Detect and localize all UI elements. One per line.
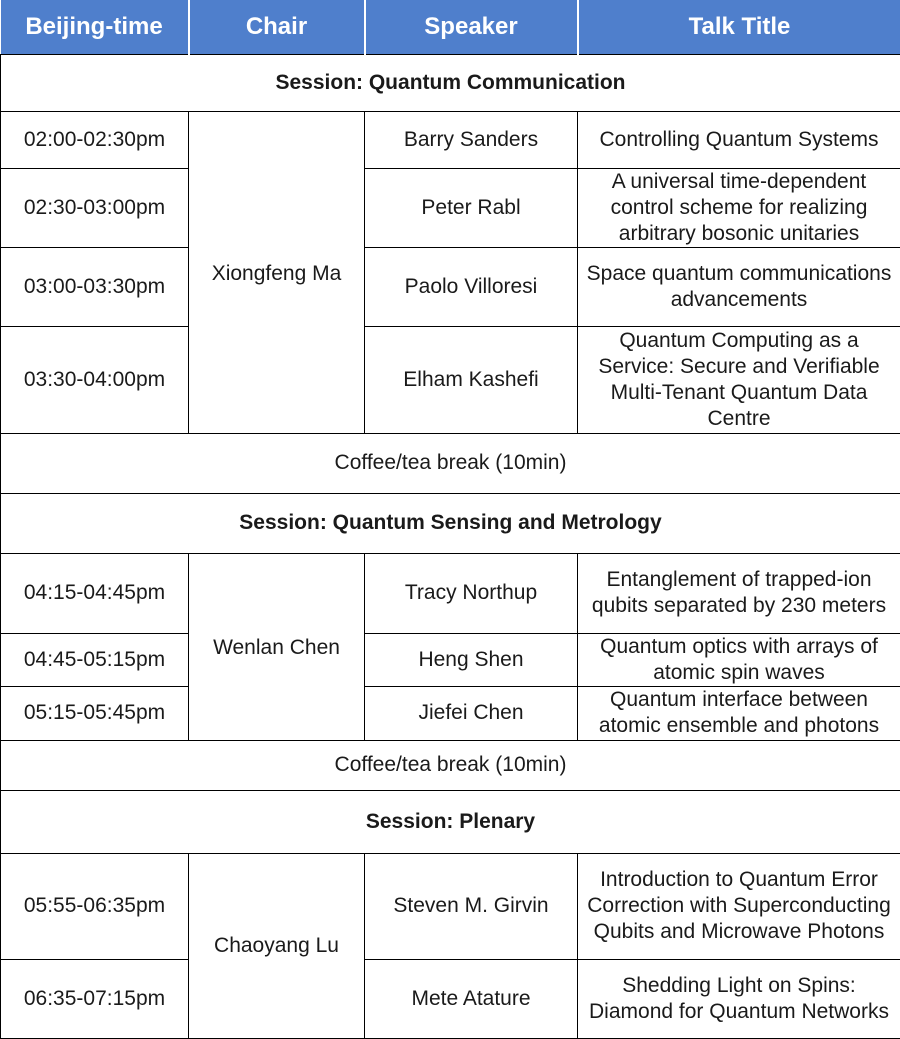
talk-title-cell: Controlling Quantum Systems	[578, 111, 900, 168]
session-title: Session: Plenary	[1, 790, 900, 853]
speaker-cell: Elham Kashefi	[365, 326, 578, 433]
talk-title-cell: Entanglement of trapped-ion qubits separated by 230 meters	[578, 553, 900, 633]
time-cell: 03:30-04:00pm	[1, 326, 189, 433]
time-cell: 05:15-05:45pm	[1, 686, 189, 740]
chair-cell: Chaoyang Lu	[189, 853, 365, 1038]
speaker-cell: Heng Shen	[365, 633, 578, 686]
break-row	[1, 433, 900, 493]
time-cell: 05:55-06:35pm	[1, 853, 189, 959]
table-row	[1, 959, 900, 1038]
time-cell: 04:15-04:45pm	[1, 553, 189, 633]
table-row	[1, 247, 900, 326]
time-cell: 06:35-07:15pm	[1, 959, 189, 1038]
header-chair: Chair	[189, 0, 365, 54]
talk-title-cell: Quantum interface between atomic ensemble and photons	[578, 686, 900, 740]
talk-title-cell: A universal time-dependent control scheme for realizing arbitrary bosonic unitaries	[578, 168, 900, 247]
speaker-cell: Peter Rabl	[365, 168, 578, 247]
table-row	[1, 168, 900, 247]
table-row	[1, 853, 900, 959]
time-cell: 02:00-02:30pm	[1, 111, 189, 168]
table-row	[1, 633, 900, 686]
session-title: Session: Quantum Sensing and Metrology	[1, 493, 900, 553]
talk-title-cell: Space quantum communications advancements	[578, 247, 900, 326]
header-row	[1, 0, 900, 54]
session-title: Session: Quantum Communication	[1, 54, 900, 111]
talk-title-cell: Quantum Computing as a Service: Secure and Verifiable Multi-Tenant Quantum Data Centre	[578, 326, 900, 433]
break-row	[1, 740, 900, 790]
chair-cell: Xiongfeng Ma	[189, 111, 365, 433]
talk-title-cell: Introduction to Quantum Error Correction with Superconducting Qubits and Microwave Photons	[578, 853, 900, 959]
speaker-cell: Steven M. Girvin	[365, 853, 578, 959]
speaker-cell: Jiefei Chen	[365, 686, 578, 740]
talk-title-cell: Shedding Light on Spins: Diamond for Quantum Networks	[578, 959, 900, 1038]
speaker-cell: Tracy Northup	[365, 553, 578, 633]
session-row	[1, 54, 900, 111]
break-cell: Coffee/tea break (10min)	[1, 433, 900, 493]
table-row	[1, 553, 900, 633]
time-cell: 03:00-03:30pm	[1, 247, 189, 326]
table-row	[1, 326, 900, 433]
chair-cell: Wenlan Chen	[189, 553, 365, 740]
speaker-cell: Mete Atature	[365, 959, 578, 1038]
time-cell: 02:30-03:00pm	[1, 168, 189, 247]
speaker-cell: Barry Sanders	[365, 111, 578, 168]
speaker-cell: Paolo Villoresi	[365, 247, 578, 326]
table-row	[1, 686, 900, 740]
session-row	[1, 493, 900, 553]
header-speaker: Speaker	[365, 0, 578, 54]
header-talk-title: Talk Title	[578, 0, 900, 54]
header-time: Beijing-time	[1, 0, 189, 54]
break-cell: Coffee/tea break (10min)	[1, 740, 900, 790]
talk-title-cell: Quantum optics with arrays of atomic spin waves	[578, 633, 900, 686]
time-cell: 04:45-05:15pm	[1, 633, 189, 686]
session-row	[1, 790, 900, 853]
table-row	[1, 111, 900, 168]
